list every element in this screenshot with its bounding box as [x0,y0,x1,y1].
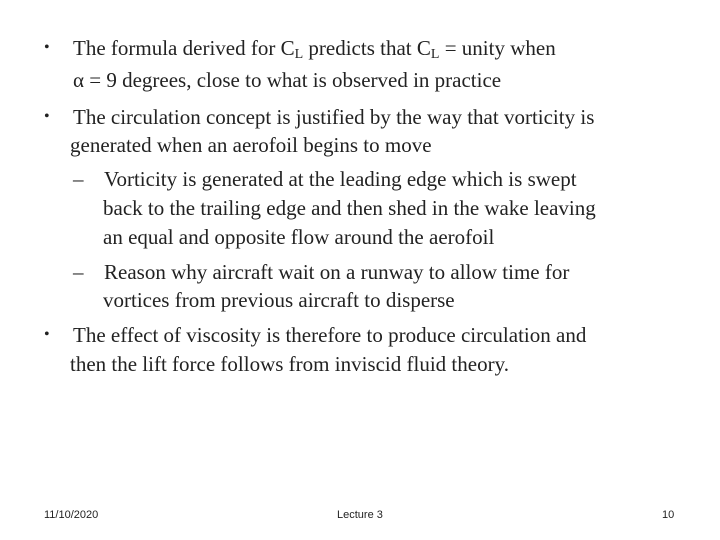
footer-page-number: 10 [662,509,675,521]
footer-date: 11/10/2020 [44,509,99,521]
bullet-marker: • [44,39,50,56]
sub-bullet-marker: – [73,260,84,284]
bullet-marker: • [44,108,50,125]
sub-bullet-1-line-1: Vorticity is generated at the leading edge which is swept [104,167,577,191]
bullet-1-line-2: α = 9 degrees, close to what is observed in practice [73,68,502,92]
sub-bullet-marker: – [73,167,84,191]
cl-subscript: L [430,47,440,62]
sub-bullet-1-line-2: back to the trailing edge and then shed in the wake leaving [103,196,596,220]
bullet-2-line-1: The circulation concept is justified by the way that vorticity is [73,105,595,129]
sub-bullet-2-line-1: Reason why aircraft wait on a runway to allow time for [104,260,570,284]
sub-bullet-1-line-3: an equal and opposite flow around the aerofoil [103,225,495,249]
bullet-1-text-a: The formula derived for C [73,36,295,60]
cl-subscript: L [294,47,304,62]
bullet-3-line-1: The effect of viscosity is therefore to produce circulation and [73,323,587,347]
sub-bullet-2-line-2: vortices from previous aircraft to disperse [103,288,455,312]
bullet-3-line-2: then the lift force follows from inviscid fluid theory. [70,352,509,376]
footer-lecture: Lecture 3 [337,509,383,521]
bullet-2-line-2: generated when an aerofoil begins to move [70,133,432,157]
bullet-1-line-1 [73,33,556,63]
bullet-1-text-c: = unity when [439,36,556,60]
bullet-1-text-b: predicts that C [303,36,431,60]
bullet-marker: • [44,326,50,343]
